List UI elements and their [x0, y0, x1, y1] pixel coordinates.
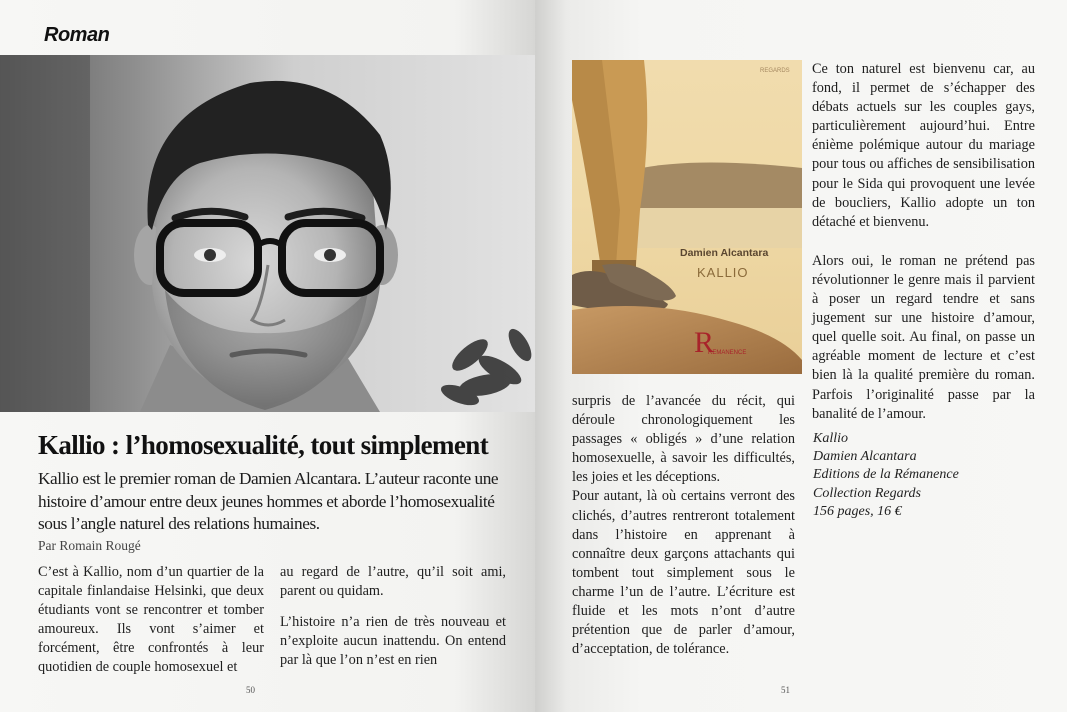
- paragraph: Ce ton naturel est bienvenu car, au fond, il permet de s’échapper des débats actuels sur les couples gays, particulièrement aujourd’hui. Entre énième polémique autour du mariage pour tous ou affiches de sensibilisation pour le Sida qui provoquent une levée de boucliers, Kallio adopte un ton détaché et bienvenu.: [812, 61, 1035, 230]
- article-headline: Kallio : l’homosexualité, tout simplement: [38, 430, 489, 460]
- paragraph: Pour autant, là où certains verront des clichés, d’autres rentreront totalement dans l’histoire en apprenant à connaître deux garçons attachants qui tombent tout simplement sous le charme l’un de l’autre. L’écriture est fluide et les mots n’ont d’autre prétention que de parler d’amour, d’acceptation, de tolérance.: [572, 488, 795, 658]
- book-details: 156 pages, 16 €: [813, 503, 902, 519]
- author-portrait: [0, 55, 535, 412]
- book-collection: Collection Regards: [813, 485, 921, 501]
- book-title: Kallio: [813, 431, 849, 446]
- book-info-box: [813, 430, 959, 521]
- cover-collection-mark: REGARDS: [760, 68, 790, 74]
- page-number-left: 50: [246, 685, 255, 695]
- paragraph: Alors oui, le roman ne prétend pas révolutionner le genre mais il parvient à poser un regard tendre et sans jugement sur une histoire d’amour, quel quelle soit. Au final, on passe un agréable moment de lecture et c’est bien là la qualité première du roman. Parfois l’originalité passe par la banalité de l’amour.: [812, 252, 1035, 422]
- body-column-4: [812, 60, 1035, 424]
- paragraph: L’histoire n’a rien de très nouveau et n’exploite aucun inattendu. On entend par là que l’on n’est en rien: [280, 614, 506, 669]
- svg-text:R: R: [694, 326, 715, 359]
- body-column-2: [280, 563, 506, 670]
- book-publisher: Editions de la Rémanence: [813, 467, 959, 483]
- book-cover: [572, 60, 802, 374]
- paragraph: C’est à Kallio, nom d’un quartier de la capitale finlandaise Helsinki, que deux étudiants vont se rencontrer et tomber amoureux. Ils vont s’aimer et forcément, être confrontés à leur quotidien de couple homosexuel et: [38, 564, 264, 676]
- cover-author: Damien Alcantara: [680, 247, 769, 259]
- cover-title: KALLIO: [697, 265, 749, 280]
- right-page: [535, 0, 1067, 712]
- paragraph: au regard de l’autre, qu’il soit ami, parent ou quidam.: [280, 564, 506, 600]
- body-column-1: [38, 563, 264, 678]
- page-number-right: 51: [781, 685, 790, 695]
- publisher-mark: REMANENCE: [708, 350, 747, 356]
- section-label: Roman: [44, 24, 110, 46]
- article-byline: Par Romain Rougé: [38, 538, 141, 553]
- paragraph: surpris de l’avancée du récit, qui déroule chronologiquement les passages « obligés » d’une relation homosexuelle, à savoir les difficultés, les joies et les déceptions.: [572, 393, 795, 486]
- article-lede: Kallio est le premier roman de Damien Alcantara. L’auteur raconte une histoire d’amour entre deux jeunes hommes et aborde l’homosexualité sous l’angle naturel des relations humaines.: [38, 469, 499, 533]
- body-column-3: [572, 392, 795, 659]
- book-author: Damien Alcantara: [813, 449, 917, 465]
